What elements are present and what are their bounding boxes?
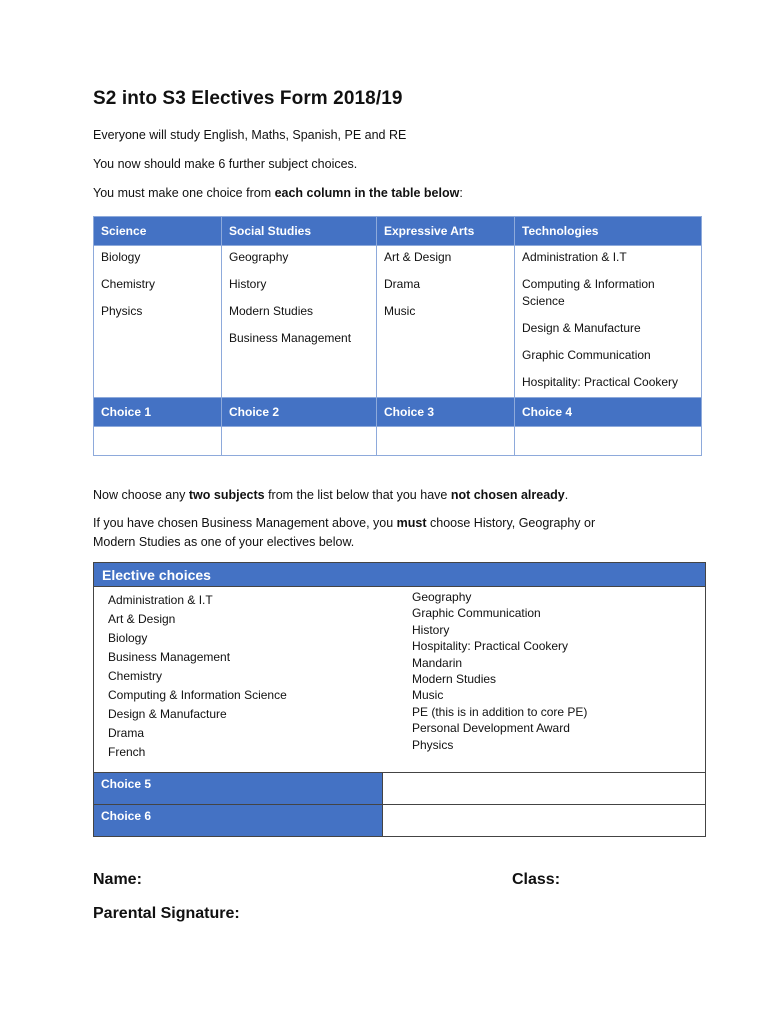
elective-item: History — [412, 622, 450, 637]
instr-2c: choose History, Geography or — [426, 516, 596, 530]
elective-item: Business Management — [108, 650, 231, 664]
header-social-studies: Social Studies — [222, 217, 377, 246]
subject-item: Business Management — [229, 331, 352, 345]
intro-line-3-bold: each column in the table below — [274, 186, 460, 200]
choice-2-field[interactable] — [222, 427, 377, 456]
page-title: S2 into S3 Electives Form 2018/19 — [93, 88, 403, 109]
elective-choices-header: Elective choices — [94, 563, 705, 586]
subject-columns-table — [93, 216, 702, 456]
choice-5-field[interactable] — [383, 773, 705, 804]
choice-4-label: Choice 4 — [515, 398, 702, 427]
choice-1-label: Choice 1 — [94, 398, 222, 427]
subject-item: History — [229, 277, 267, 291]
instr-2a: If you have chosen Business Management above, you — [93, 516, 397, 530]
elective-item: Hospitality: Practical Cookery — [412, 639, 569, 654]
class-label: Class: — [512, 871, 561, 888]
elective-item: French — [108, 745, 146, 759]
column-header-row — [94, 217, 702, 246]
elective-choices-table — [93, 562, 706, 837]
elective-item: Art & Design — [108, 612, 176, 626]
instr-2d: Modern Studies as one of your electives below. — [93, 535, 355, 549]
science-subjects — [94, 246, 222, 398]
intro-line-3 — [93, 184, 463, 203]
elective-list-left — [108, 591, 287, 762]
choice-1-field[interactable] — [94, 427, 222, 456]
elective-item: Mandarin — [412, 655, 463, 670]
instr-1a: Now choose any — [93, 488, 189, 502]
intro-line-3-suffix: : — [459, 186, 463, 200]
elective-item: Music — [412, 688, 444, 703]
choice-5-label: Choice 5 — [94, 773, 383, 804]
choice-entry-row — [94, 427, 702, 456]
parental-signature-label: Parental Signature: — [93, 905, 240, 922]
elective-item: Modern Studies — [412, 672, 497, 687]
instruction-paragraph-2 — [93, 514, 595, 552]
elective-item: Personal Development Award — [412, 721, 570, 736]
elective-item: Biology — [108, 631, 148, 645]
subject-item: Computing & Information Science — [522, 277, 655, 308]
subject-item: Geography — [229, 250, 289, 264]
intro-line-2: You now should make 6 further subject choices. — [93, 157, 358, 171]
instr-1d: not chosen already — [450, 488, 565, 502]
instr-1c: from the list below that you have — [264, 488, 451, 502]
instruction-paragraph-1 — [93, 486, 568, 505]
expressive-arts-subjects — [377, 246, 515, 398]
elective-list — [94, 586, 705, 772]
instr-2b: must — [396, 516, 427, 530]
intro-line-3-prefix: You must make one choice from — [93, 186, 275, 200]
subject-item: Drama — [384, 277, 421, 291]
technologies-subjects — [515, 246, 702, 398]
name-label: Name: — [93, 871, 142, 888]
intro-line-1: Everyone will study English, Maths, Spanish, PE and RE — [93, 128, 407, 142]
subjects-row — [94, 246, 702, 398]
subject-item: Design & Manufacture — [522, 321, 641, 335]
choice-3-label: Choice 3 — [377, 398, 515, 427]
elective-item: Drama — [108, 726, 145, 740]
subject-item: Physics — [101, 304, 143, 318]
choice-label-row — [94, 398, 702, 427]
subject-item: Biology — [101, 250, 141, 264]
elective-item: PE (this is in addition to core PE) — [412, 704, 588, 719]
subject-item: Music — [384, 304, 416, 318]
elective-item: Design & Manufacture — [108, 707, 227, 721]
subject-item: Modern Studies — [229, 304, 314, 318]
choice-6-field[interactable] — [383, 805, 705, 836]
elective-item: Administration & I.T — [108, 593, 213, 607]
header-science: Science — [94, 217, 222, 246]
choice-4-field[interactable] — [515, 427, 702, 456]
choice-5-row — [94, 772, 705, 804]
social-studies-subjects — [222, 246, 377, 398]
choice-2-label: Choice 2 — [222, 398, 377, 427]
choice-3-field[interactable] — [377, 427, 515, 456]
choice-6-label: Choice 6 — [94, 805, 383, 836]
instr-1b: two subjects — [188, 488, 265, 502]
header-expressive-arts: Expressive Arts — [377, 217, 515, 246]
elective-item: Physics — [412, 737, 454, 752]
header-technologies: Technologies — [515, 217, 702, 246]
subject-item: Hospitality: Practical Cookery — [522, 375, 679, 389]
subject-item: Art & Design — [384, 250, 452, 264]
elective-item: Graphic Communication — [412, 606, 541, 621]
instr-1e: . — [564, 488, 569, 502]
subject-item: Chemistry — [101, 277, 156, 291]
subject-item: Administration & I.T — [522, 250, 627, 264]
elective-list-right — [412, 589, 587, 753]
elective-item: Chemistry — [108, 669, 163, 683]
elective-item: Geography — [412, 590, 472, 604]
elective-item: Computing & Information Science — [108, 688, 287, 702]
subject-item: Graphic Communication — [522, 348, 651, 362]
choice-6-row — [94, 804, 705, 836]
